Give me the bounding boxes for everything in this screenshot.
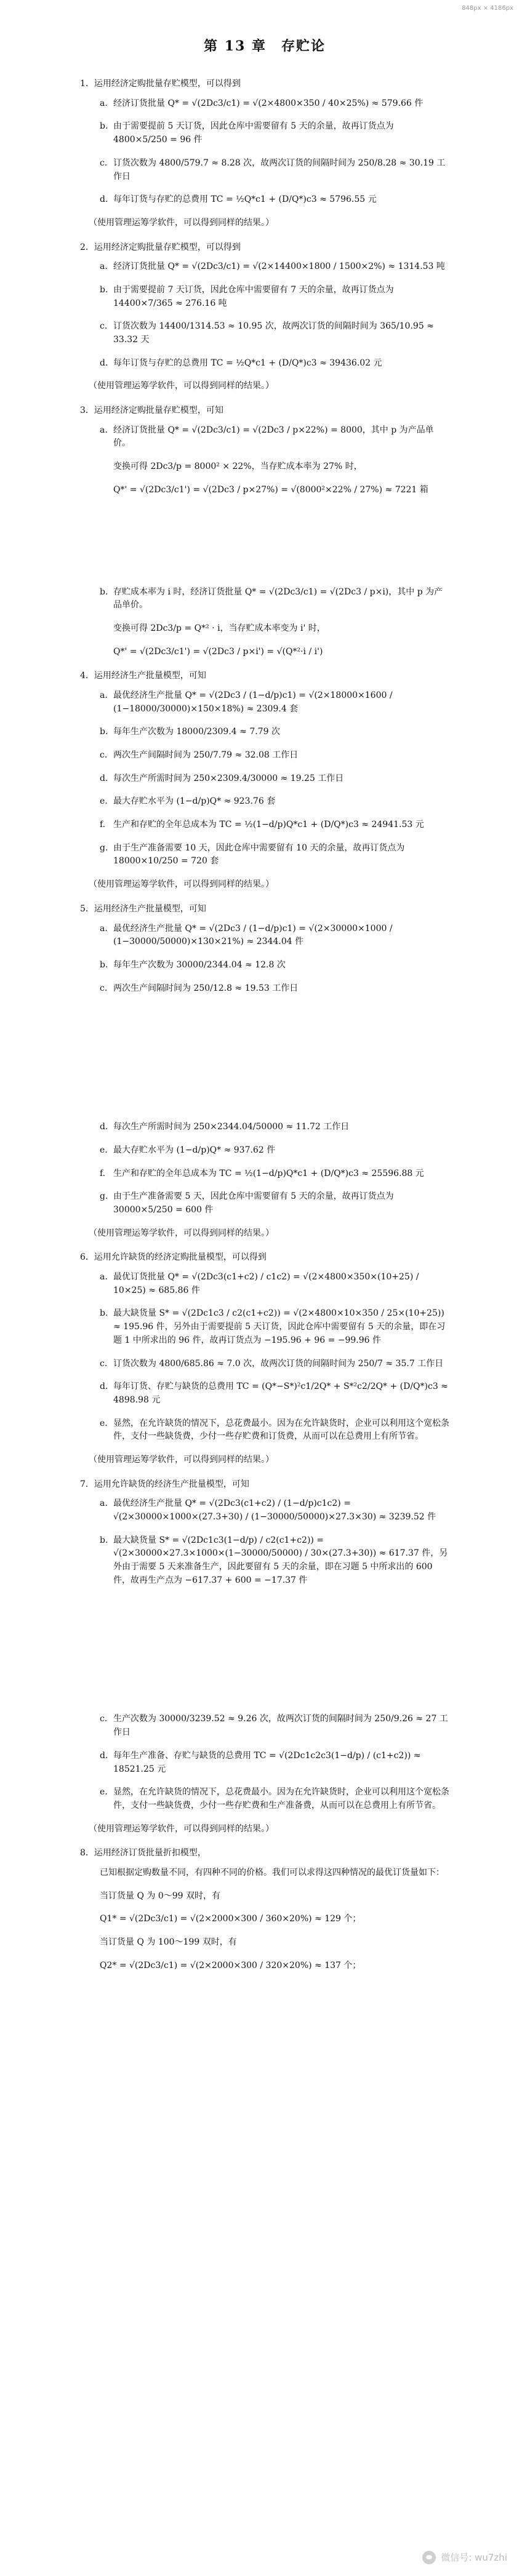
problem-8 — [80, 1847, 449, 1972]
item-label: b. — [100, 1535, 108, 1545]
item-text: 生产和存贮的全年总成本为 TC = ½(1−d/p)Q*c1 + (D/Q*)c3 ≈ 25596.88 元 — [113, 1168, 424, 1178]
item-label: c. — [100, 1358, 108, 1369]
problem-4 — [80, 670, 449, 892]
item-text: 经济订货批量 Q* = √(2Dc3/c1) = √(2×14400×1800 / 1500×2%) ≈ 1314.53 吨 — [113, 262, 445, 272]
item-label: e. — [100, 1145, 108, 1155]
list-item — [100, 726, 449, 739]
problem-6 — [80, 1251, 449, 1466]
item-text: 最大缺货量 S* = √(2Dc1c3(1−d/p) / c2(c1+c2)) = √(2×30000×27.3×1000×(1−30000/50000) / 30×(27.3+30)) ≈ 617.37 件，另外由于需要 5 天来准备生产，因此要留有 5 天的余量，即在习题 5 中所求出的 600 件，故再生产点为 −617.37 + 600 = −17.37 件 — [113, 1535, 448, 1585]
blank-space — [100, 507, 449, 581]
chapter-title: 第 13 章 存贮论 — [204, 38, 326, 54]
item-label: c. — [100, 1714, 108, 1724]
item-label: e. — [100, 796, 108, 807]
item-text: 每年订货、存贮与缺货的总费用 TC = (Q*−S*)²c1/2Q* + S*²c2/2Q* + (D/Q*)c3 ≈ 4898.98 元 — [113, 1382, 448, 1405]
list-item — [100, 1167, 449, 1181]
list-item — [100, 1380, 449, 1407]
list-item — [100, 120, 449, 146]
item-label: b. — [100, 959, 108, 970]
item-text: 经济订货批量 Q* = √(2Dc3/c1) = √(2Dc3 / p×22%) = 8000，其中 p 为产品单价。 — [113, 425, 434, 449]
paragraph-line: 当订货量 Q 为 100～199 双时，有 — [100, 1937, 237, 1948]
software-note: （使用管理运筹学软件，可以得到同样的结果。） — [89, 1454, 274, 1465]
item-text: 由于生产准备需要 10 天，因此仓库中需要留有 10 天的余量，故再订货点为 18000×10/250 = 720 套 — [113, 842, 405, 866]
item-label: d. — [100, 773, 108, 783]
item-text: 两次生产间隔时间为 250/7.79 ≈ 32.08 工作日 — [113, 750, 299, 761]
problem-heading: 7．运用允许缺货的经济生产批量模型，可知 — [80, 1479, 249, 1489]
item-text: 生产次数为 30000/3239.52 ≈ 9.26 次，故两次订货的间隔时间为 250/9.26 ≈ 27 工作日 — [113, 1714, 448, 1738]
list-item — [100, 357, 449, 370]
problem-2 — [80, 241, 449, 394]
paragraph-line: 当订货量 Q 为 0～99 双时，有 — [100, 1890, 220, 1901]
list-item — [100, 1534, 449, 1588]
list-item — [100, 586, 449, 612]
item-text: 变换可得 2Dc3/p = Q*² · i，当存贮成本率变为 i' 时， — [113, 623, 326, 633]
item-label: d. — [100, 1382, 108, 1392]
item-text: 最大存贮水平为 (1−d/p)Q* ≈ 923.76 套 — [113, 796, 276, 807]
paragraph-line: 已知根据定购数量不同，有四种不同的价格。我们可以求得这四种情况的最优订货量如下： — [100, 1867, 444, 1878]
item-label: a. — [100, 923, 108, 934]
problem-heading: 8．运用经济订货批量折扣模型， — [80, 1848, 206, 1858]
item-label: b. — [100, 727, 108, 737]
list-item — [100, 795, 449, 809]
problem-1 — [80, 78, 449, 230]
list-item — [100, 1121, 449, 1134]
item-text: 每年生产次数为 18000/2309.4 ≈ 7.79 次 — [113, 727, 280, 737]
software-note: （使用管理运筹学软件，可以得到同样的结果。） — [89, 217, 274, 228]
list-item — [100, 1713, 449, 1739]
item-label: e. — [100, 1787, 108, 1798]
problem-7 — [80, 1478, 449, 1836]
item-text: 每次生产所需时间为 250×2344.04/50000 ≈ 11.72 工作日 — [113, 1122, 350, 1132]
item-text: 最大缺货量 S* = √(2Dc1c3 / c2(c1+c2)) = √(2×4800×10×350 / 25×(10+25)) ≈ 195.96 件，另外由于需要提前 5 天订货，因此仓库中需要留有 5 天的余量，即在习题 1 中所求出的 96 件，故再订货点为 −195.96 + 96 = −99.96 件 — [113, 1308, 446, 1345]
item-text: 每年生产次数为 30000/2344.04 ≈ 12.8 次 — [113, 959, 286, 970]
problem-heading: 1．运用经济定购批量存贮模型，可以得到 — [80, 79, 241, 89]
blank-space — [100, 1597, 449, 1708]
problem-heading: 2．运用经济定购批量存贮模型，可以得到 — [80, 242, 241, 252]
list-item — [100, 460, 449, 474]
list-item — [100, 922, 449, 949]
item-text: 显然，在允许缺货的情况下，总花费最小。因为在允许缺货时，企业可以利用这个宽松条件，支付一些缺货费，少付一些存贮费和生产准备费，从而可以在总费用上有所节省。 — [113, 1787, 449, 1810]
item-label: e. — [100, 1418, 108, 1428]
software-note: （使用管理运筹学软件，可以得到同样的结果。） — [89, 879, 274, 890]
item-label: b. — [100, 586, 108, 597]
wechat-icon — [422, 2551, 436, 2564]
item-text: 最大存贮水平为 (1−d/p)Q* ≈ 937.62 件 — [113, 1145, 276, 1155]
item-label: c. — [100, 321, 108, 332]
item-text: 订货次数为 14400/1314.53 ≈ 10.95 次，故两次订货的间隔时间为 365/10.95 ≈ 33.32 天 — [113, 321, 434, 345]
software-note: （使用管理运筹学软件，可以得到同样的结果。） — [89, 1228, 274, 1238]
problem-heading: 5．运用经济生产批量模型，可知 — [80, 903, 206, 914]
problem-heading: 6．运用允许缺货的经济定购批量模型，可以得到 — [80, 1252, 267, 1263]
item-label: a. — [100, 690, 108, 700]
item-text: 变换可得 2Dc3/p = 8000² × 22%，当存贮成本率为 27% 时， — [113, 462, 363, 472]
item-text: 经济订货批量 Q* = √(2Dc3/c1) = √(2×4800×350 / 40×25%) ≈ 579.66 件 — [113, 98, 424, 108]
document-page — [80, 0, 449, 1983]
item-label: b. — [100, 284, 108, 295]
item-label: a. — [100, 1498, 108, 1509]
item-label: f. — [100, 820, 106, 830]
item-label: a. — [100, 1272, 108, 1282]
item-label: c. — [100, 983, 108, 993]
list-item — [100, 484, 449, 497]
item-label: d. — [100, 194, 108, 205]
item-label: d. — [100, 1750, 108, 1761]
item-text: 由于需要提前 5 天订货，因此仓库中需要留有 5 天的余量，故再订货点为 4800×5/250 = 96 件 — [113, 121, 394, 145]
item-label: a. — [100, 425, 108, 435]
item-text: 存贮成本率为 i 时，经济订货批量 Q* = √(2Dc3/c1) = √(2Dc3 / p×i)，其中 p 为产品单价。 — [113, 586, 443, 610]
software-note: （使用管理运筹学软件，可以得到同样的结果。） — [89, 1823, 274, 1834]
list-item — [100, 818, 449, 832]
problem-heading: 4．运用经济生产批量模型，可知 — [80, 671, 206, 681]
list-item — [100, 842, 449, 868]
list-item — [100, 1271, 449, 1297]
item-label: c. — [100, 158, 108, 168]
list-item — [100, 749, 449, 762]
list-item — [100, 284, 449, 310]
item-text: 每次生产所需时间为 250×2309.4/30000 ≈ 19.25 工作日 — [113, 773, 344, 783]
list-item — [100, 193, 449, 207]
list-item — [100, 97, 449, 111]
item-label: a. — [100, 98, 108, 108]
item-text: 订货次数为 4800/685.86 ≈ 7.0 次，故两次订货的间隔时间为 250/7 ≈ 35.7 工作日 — [113, 1358, 444, 1369]
item-text: 生产和存贮的全年总成本为 TC = ½(1−d/p)Q*c1 + (D/Q*)c3 ≈ 24941.53 元 — [113, 820, 424, 830]
list-item — [100, 424, 449, 450]
list-item — [100, 1417, 449, 1444]
item-text: Q*' = √(2Dc3/c1') = √(2Dc3 / p×i') = √(Q*²·i / i') — [113, 646, 323, 657]
list-item — [100, 646, 449, 659]
item-text: Q*' = √(2Dc3/c1') = √(2Dc3 / p×27%) = √(8000²×22% / 27%) ≈ 7221 箱 — [113, 484, 428, 495]
item-text: 订货次数为 4800/579.7 ≈ 8.28 次，故两次订货的间隔时间为 250/8.28 ≈ 30.19 工作日 — [113, 158, 446, 182]
list-item — [100, 982, 449, 996]
item-text: 最优订货批量 Q* = √(2Dc3(c1+c2) / c1c2) = √(2×4800×350×(10+25) / 10×25) ≈ 685.86 件 — [113, 1272, 419, 1295]
list-item — [100, 959, 449, 972]
item-text: 最优经济生产批量 Q* = √(2Dc3 / (1−d/p)c1) = √(2×18000×1600 / (1−18000/30000)×150×18%) ≈ 2309.4 套 — [113, 690, 393, 714]
blank-space — [100, 1005, 449, 1116]
list-item — [100, 689, 449, 716]
item-text: 最优经济生产批量 Q* = √(2Dc3 / (1−d/p)c1) = √(2×30000×1000 / (1−30000/50000)×130×21%) ≈ 2344.04 件 — [113, 923, 393, 947]
software-note: （使用管理运筹学软件，可以得到同样的结果。） — [89, 381, 274, 391]
list-item — [100, 260, 449, 274]
item-label: b. — [100, 121, 108, 132]
item-text: 由于需要提前 7 天订货，因此仓库中需要留有 7 天的余量，故再订货点为 14400×7/365 ≈ 276.16 吨 — [113, 284, 394, 308]
item-label: c. — [100, 750, 108, 761]
item-text: 由于生产准备需要 5 天，因此仓库中需要留有 5 天的余量，故再订货点为 30000×5/250 = 600 件 — [113, 1191, 394, 1215]
item-label: d. — [100, 358, 108, 368]
list-item — [100, 1358, 449, 1371]
list-item — [100, 320, 449, 346]
watermark — [422, 2551, 507, 2565]
item-text: 两次生产间隔时间为 250/12.8 ≈ 19.53 工作日 — [113, 983, 299, 993]
paragraph-line: Q2* = √(2Dc3/c1) = √(2×2000×300 / 320×20%) ≈ 137 个； — [100, 1960, 361, 1970]
item-text: 显然，在允许缺货的情况下，总花费最小。因为在允许缺货时，企业可以利用这个宽松条件，支付一些缺货费，少付一些存贮费和订货费，从而可以在总费用上有所节省。 — [113, 1418, 449, 1442]
list-item — [100, 1786, 449, 1812]
list-item — [100, 1750, 449, 1776]
list-item — [100, 1307, 449, 1347]
item-text: 每年生产准备、存贮与缺货的总费用 TC = √(2Dc1c2c3(1−d/p) / (c1+c2)) ≈ 18521.25 元 — [113, 1750, 421, 1774]
item-label: b. — [100, 1308, 108, 1319]
item-label: g. — [100, 842, 108, 853]
item-text: 最优经济生产批量 Q* = √(2Dc3(c1+c2) / (1−d/p)c1c2) = √(2×30000×1000×(27.3+30) / (1−30000/50000)×27.3×30) ≈ 3239.52 件 — [113, 1498, 436, 1522]
paragraph-line: Q1* = √(2Dc3/c1) = √(2×2000×300 / 360×20%) ≈ 129 个； — [100, 1914, 361, 1924]
list-item — [100, 1144, 449, 1158]
item-text: 每年订货与存贮的总费用 TC = ½Q*c1 + (D/Q*)c3 ≈ 5796.55 元 — [113, 194, 377, 205]
problem-5 — [80, 903, 449, 1241]
page-size-label: 848px × 4186px — [462, 5, 513, 12]
item-text: 每年订货与存贮的总费用 TC = ½Q*c1 + (D/Q*)c3 ≈ 39436.02 元 — [113, 358, 382, 368]
item-label: a. — [100, 262, 108, 272]
list-item — [100, 772, 449, 786]
list-item — [100, 1497, 449, 1524]
watermark-text: 微信号: wu7zhi — [441, 2551, 507, 2563]
problem-3 — [80, 404, 449, 658]
list-item — [100, 622, 449, 636]
item-label: g. — [100, 1191, 108, 1202]
problem-heading: 3．运用经济定购批量存贮模型，可知 — [80, 406, 223, 416]
list-item — [100, 157, 449, 183]
item-label: f. — [100, 1168, 106, 1178]
list-item — [100, 1190, 449, 1217]
item-label: d. — [100, 1122, 108, 1132]
